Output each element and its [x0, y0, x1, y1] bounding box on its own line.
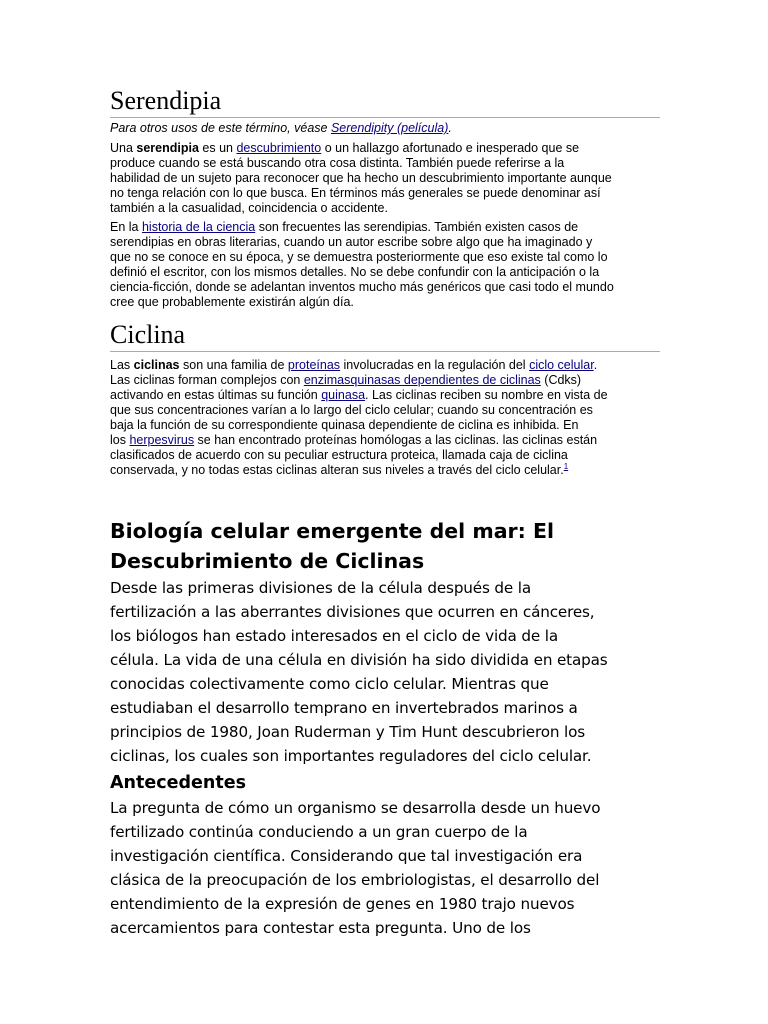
serendipia-section — [110, 86, 660, 314]
antecedentes-heading: Antecedentes — [110, 773, 246, 793]
text-line: que no se conoce en su época, y se demuestra posteriormente que eso existe tal como lo — [110, 250, 608, 264]
proteinas-link[interactable]: proteínas — [287, 358, 341, 372]
cdk-link[interactable]: enzimasquinasas dependientes de ciclinas — [303, 373, 541, 387]
ciclina-paragraph — [110, 358, 660, 478]
text-line: habilidad de un sujeto para reconocer que ha hecho un descubrimiento importante aunque — [110, 171, 612, 185]
article-paragraph-2 — [110, 796, 670, 940]
text-line: principios de 1980, Joan Ruderman y Tim Hunt descubrieron los — [110, 723, 586, 741]
text-line: fertilizado continúa conduciendo a un gran cuerpo de la — [110, 823, 528, 841]
text-run: . — [593, 358, 598, 372]
serendipia-heading: Serendipia — [110, 86, 660, 118]
text-run: conservada, y no todas estas ciclinas alteran sus niveles a través del ciclo celular. — [110, 463, 564, 477]
text-line: célula. La vida de una célula en división ha sido dividida en etapas — [110, 651, 608, 669]
text-run: son frecuentes las serendipias. También existen casos de — [255, 220, 579, 234]
article-title — [110, 516, 670, 576]
text-run: Las ciclinas forman complejos con — [110, 373, 304, 387]
text-line: ciclinas, los cuales son importantes reguladores del ciclo celular. — [110, 747, 592, 765]
text-run: es un — [198, 141, 237, 155]
text-run: (Cdks) — [540, 373, 582, 387]
text-run: activando en estas últimas su función — [110, 388, 322, 402]
text-line: estudiaban el desarrollo temprano en invertebrados marinos a — [110, 699, 578, 717]
text-line — [110, 433, 660, 448]
text-line: baja la función de su correspondiente quinasa dependiente de ciclina es inhibida. En — [110, 418, 579, 432]
text-line: fertilización a las aberrantes divisiones que ocurren en cánceres, — [110, 603, 595, 621]
article-section — [110, 516, 670, 940]
text-line: conocidas colectivamente como ciclo celular. Mientras que — [110, 675, 549, 693]
ciclina-heading: Ciclina — [110, 320, 660, 352]
text-line — [110, 358, 660, 373]
text-run: los — [110, 433, 130, 447]
quinasa-link[interactable]: quinasa — [321, 388, 366, 402]
text-line: clasificados de acuerdo con su peculiar estructura proteica, llamada caja de ciclina — [110, 448, 568, 462]
serendipia-paragraph-1 — [110, 141, 660, 216]
ciclina-section — [110, 320, 660, 482]
text-run: Una — [110, 141, 137, 155]
text-run: Las — [110, 358, 134, 372]
hatnote-suffix: . — [448, 121, 452, 135]
historia-de-la-ciencia-link[interactable]: historia de la ciencia — [141, 220, 256, 234]
text-line: produce cuando se está buscando otra cosa distinta. También puede referirse a la — [110, 156, 565, 170]
text-line: serendipias en obras literarias, cuando un autor escribe sobre algo que ha imaginado y — [110, 235, 593, 249]
text-run: o un hallazgo afortunado e inesperado que se — [321, 141, 580, 155]
text-run: involucradas en la regulación del — [340, 358, 530, 372]
text-line — [110, 388, 660, 403]
text-line: ciencia-ficción, donde se adelantan inventos mucho más genéricos que casi todo el mundo — [110, 280, 614, 294]
text-line: La pregunta de cómo un organismo se desarrolla desde un huevo — [110, 799, 601, 817]
descubrimiento-link[interactable]: descubrimiento — [236, 141, 322, 155]
article-title-line-2: Descubrimiento de Ciclinas — [110, 549, 425, 573]
text-line — [110, 141, 660, 156]
text-run: se han encontrado proteínas homólogas a las ciclinas. las ciclinas están — [194, 433, 598, 447]
serendipity-film-link[interactable]: Serendipity (película) — [330, 121, 449, 135]
reference-1-link[interactable]: 1 — [563, 461, 569, 471]
text-line: investigación científica. Considerando que tal investigación era — [110, 847, 583, 865]
serendipia-paragraph-2 — [110, 220, 660, 310]
text-run: son una familia de — [179, 358, 288, 372]
serendipia-hatnote — [110, 120, 660, 136]
text-line: también a la casualidad, coincidencia o accidente. — [110, 201, 388, 215]
herpesvirus-link[interactable]: herpesvirus — [129, 433, 195, 447]
text-line: Desde las primeras divisiones de la célula después de la — [110, 579, 532, 597]
text-run: . Las ciclinas reciben su nombre en vista de — [365, 388, 608, 402]
text-line — [110, 373, 660, 388]
text-line: no tenga relación con lo que busca. En términos más generales se puede denominar así — [110, 186, 601, 200]
text-line: cree que probablemente existirán algún día. — [110, 295, 354, 309]
text-line: los biólogos han estado interesados en el ciclo de vida de la — [110, 627, 558, 645]
text-line: acercamientos para contestar esta pregunta. Uno de los — [110, 919, 531, 937]
text-line — [110, 220, 660, 235]
text-line: que sus concentraciones varían a lo largo del ciclo celular; cuando su concentración es — [110, 403, 593, 417]
hatnote-prefix: Para otros usos de este término, véase — [110, 121, 331, 135]
text-line — [110, 463, 660, 478]
bold-term-ciclinas: ciclinas — [133, 358, 180, 372]
article-title-line-1: Biología celular emergente del mar: El — [110, 519, 555, 543]
bold-term-serendipia: serendipia — [136, 141, 199, 155]
text-line: definió el escritor, con los mismos detalles. No se debe confundir con la anticipación o la — [110, 265, 600, 279]
article-paragraph-1 — [110, 576, 670, 768]
text-run: En la — [110, 220, 142, 234]
text-line: clásica de la preocupación de los embriologistas, el desarrollo del — [110, 871, 600, 889]
ciclo-celular-link[interactable]: ciclo celular — [529, 358, 594, 372]
text-line: entendimiento de la expresión de genes en 1980 trajo nuevos — [110, 895, 575, 913]
